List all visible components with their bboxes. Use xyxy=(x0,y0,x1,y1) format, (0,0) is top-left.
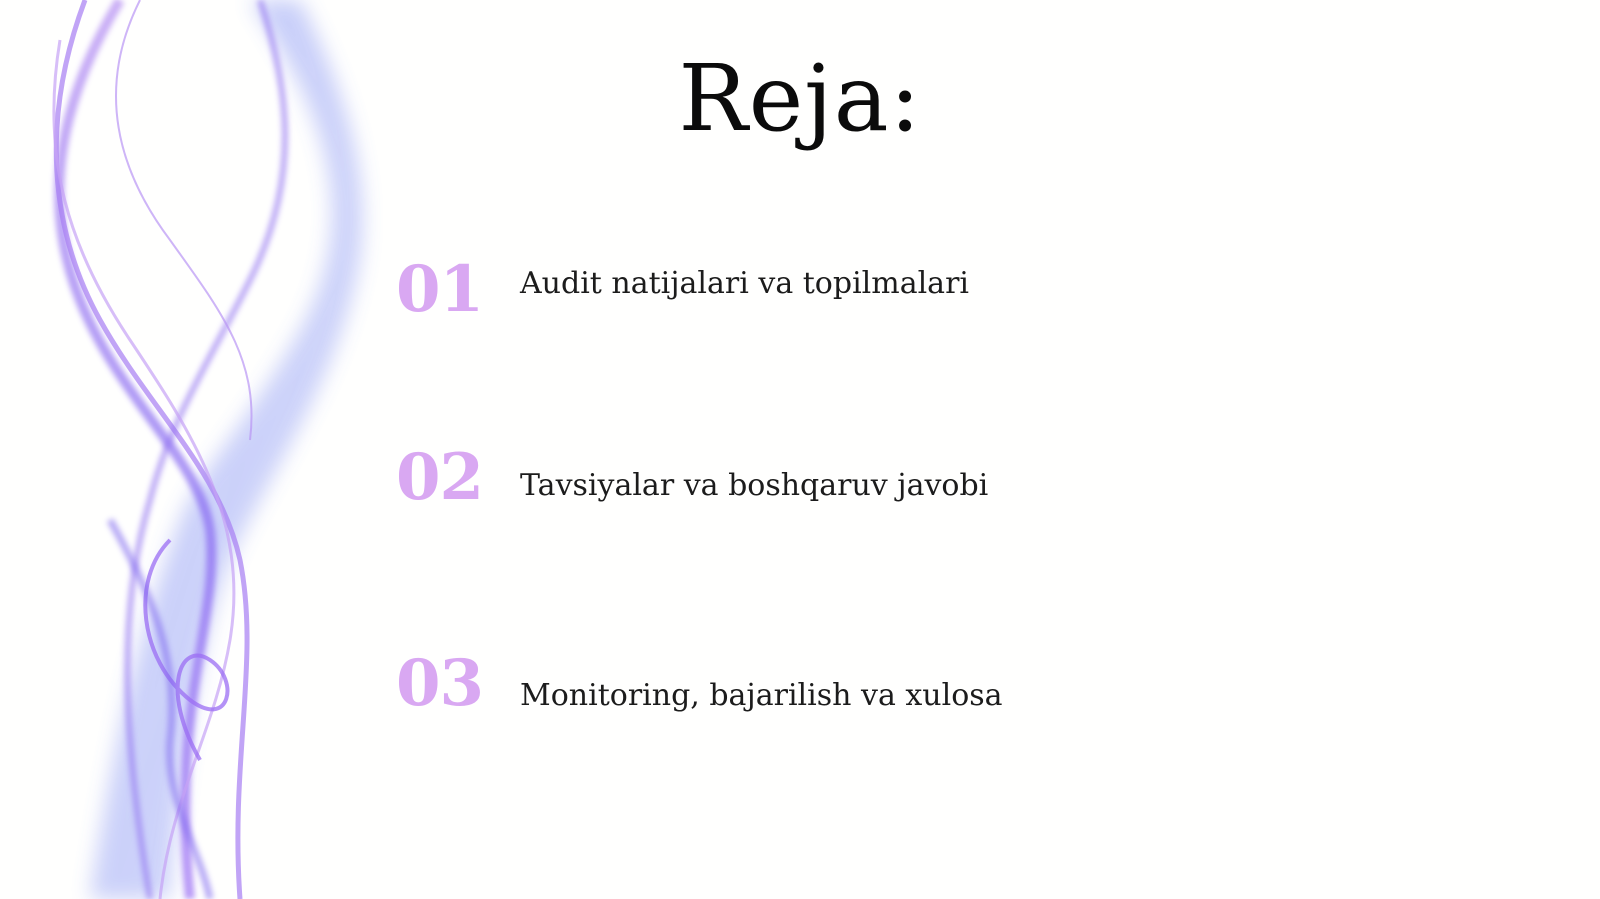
agenda-item xyxy=(0,440,1200,530)
agenda-item xyxy=(0,252,1200,342)
slide-title: Reja: xyxy=(678,45,922,152)
agenda-item-number: 01 xyxy=(396,252,484,327)
agenda-item-text: Tavsiyalar va boshqaruv javobi xyxy=(520,468,989,503)
agenda-item-text: Audit natijalari va topilmalari xyxy=(520,266,970,301)
agenda-item xyxy=(0,646,1200,736)
agenda-item-text: Monitoring, bajarilish va xulosa xyxy=(520,678,1003,713)
agenda-item-number: 03 xyxy=(396,646,484,721)
agenda-item-number: 02 xyxy=(396,440,484,515)
